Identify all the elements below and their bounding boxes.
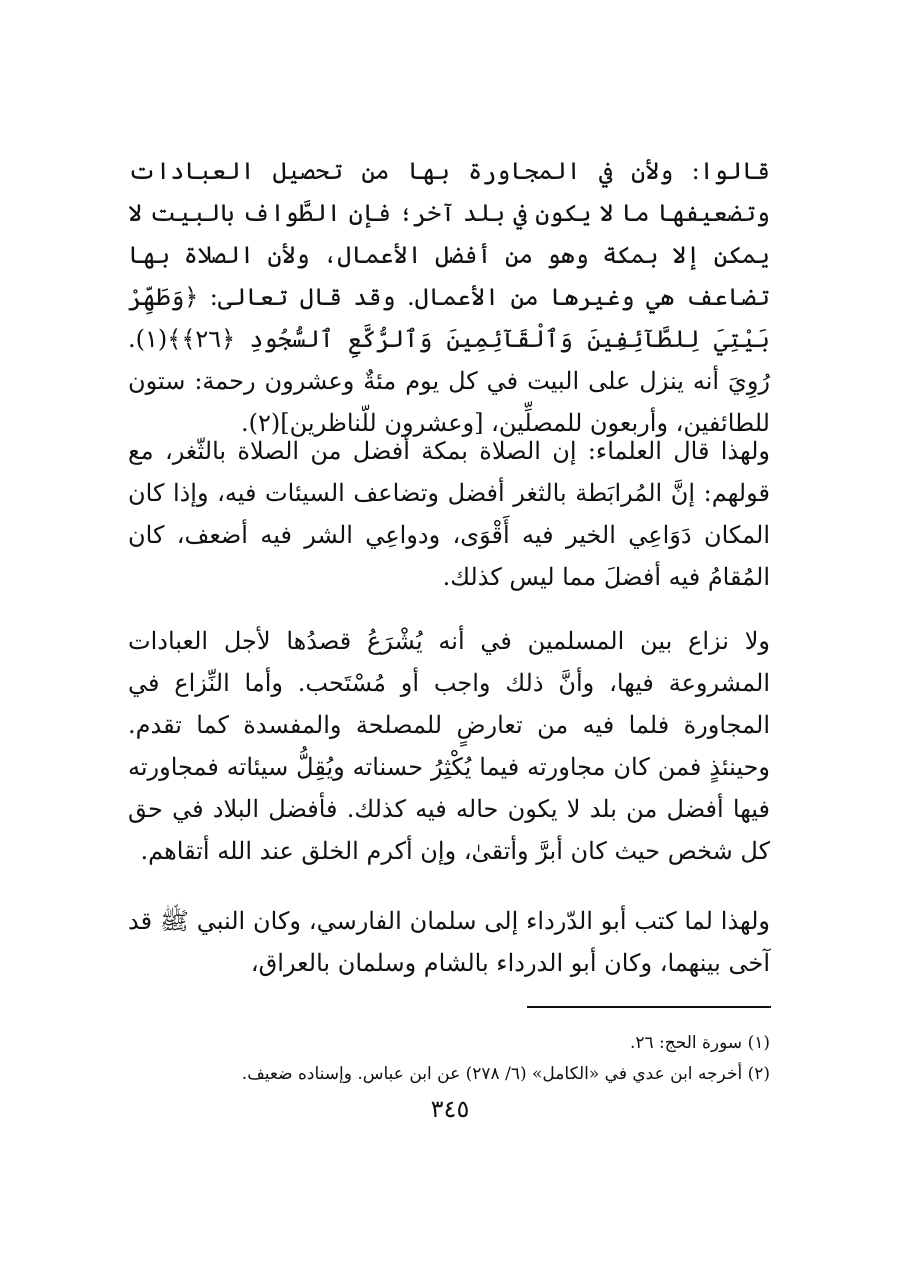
paragraph-3 [128, 620, 770, 872]
footnotes [128, 1028, 770, 1090]
paragraph-text: ولا نزاع بين المسلمين في أنه يُشْرَعُ قصدُها لأجل العبادات المشروعة فيها، وأنَّ ذلك واجب أو مُسْتَحب. وأما النِّزاع في المجاورة فلما فيه من تعارضٍ للمصلحة والمفسدة كما تقدم. وحينئذٍ فمن كان مجاورته فيما يُكْثِرُ حسناته ويُقِلُّ سيئاته فمجاورته فيها أفضل من بلد لا يكون حاله فيه كذلك. فأفضل البلاد في حق كل شخص حيث كان أبرَّ وأتقىٰ، وإن أكرم الخلق عند الله أتقاهم. [128, 627, 770, 865]
page-number: ٣٤٥ [430, 1095, 470, 1123]
paragraph-1 [128, 150, 770, 444]
paragraph-4 [128, 900, 770, 984]
paragraph-text: ولهذا لما كتب أبو الدّرداء إلى سلمان الفارسي، وكان النبي ﷺ قد آخى بينهما، وكان أبو الدرداء بالشام وسلمان بالعراق، [128, 907, 771, 977]
footnote-2: (٢) أخرجه ابن عدي في «الكامل» (٦/ ٢٧٨) عن ابن عباس. وإسناده ضعيف. [241, 1064, 770, 1084]
paragraph-text: قالوا: ولأن في المجاورة بها من تحصيل العبادات وتضعيفها ما لا يكون في بلد آخر؛ فإن الطَّواف بالبيت لا يمكن إلا بمكة وهو من أفضل الأعمال، ولأن الصلاة بها تضاعف هي وغيرها من الأعمال. وقد قال تعالى: ﴿وَطَهِّرْ بَيْتِيَ لِلطَّآئِفِينَ وَٱلْقَآئِمِينَ وَٱلرُّكَّعِ ٱلسُّجُودِ ﴿٢٦﴾﴾(١). رُوِيَ أنه ينزل على البيت في كل يوم مئةٌ وعشرون رحمة: ستون للطائفين، وأربعون للمصلِّين، [وعشرون للّناظرين](٢). [128, 157, 770, 437]
footnote-1: (١) سورة الحج: ٢٦. [629, 1033, 770, 1053]
paragraph-2 [128, 430, 770, 598]
paragraph-text: ولهذا قال العلماء: إن الصلاة بمكة أفضل من الصلاة بالثّغر، مع قولهم: إنَّ المُرابَطة بالثغر أفضل وتضاعف السيئات فيه، وإذا كان المكان دَوَاعِي الخير فيه أَقْوَى، ودواعِي الشر فيه أضعف، كان المُقامُ فيه أفضلَ مما ليس كذلك. [128, 437, 770, 591]
footnote-divider [527, 1006, 771, 1008]
